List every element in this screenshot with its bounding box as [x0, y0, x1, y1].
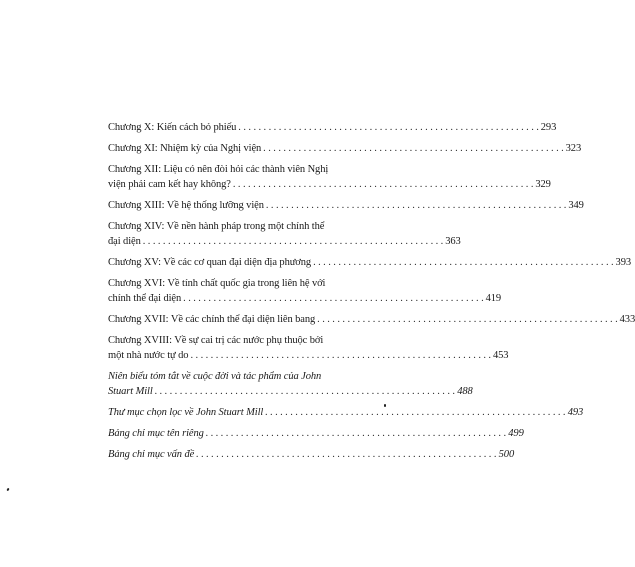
toc-entry [108, 426, 524, 441]
toc-entry-page: 499 [508, 428, 524, 439]
dot-leader [233, 177, 533, 192]
toc-entry-title: Chương XVII: Về các chính thể đại diện liên bang [108, 314, 316, 325]
toc-entry [108, 255, 631, 270]
toc-entry-page: 363 [445, 236, 461, 247]
toc-entry-title-line: viện phải cam kết hay không? [108, 179, 231, 190]
toc-entry-page: 323 [565, 143, 582, 154]
toc-entry-page: 453 [492, 350, 509, 361]
toc-entry [108, 219, 461, 249]
toc-entry [108, 276, 502, 306]
toc-entry-title: Chương XV: Về các cơ quan đại diện địa phương [108, 257, 312, 268]
toc-entry [108, 369, 473, 399]
toc-entry-page: 293 [540, 122, 557, 133]
toc-entry-title: Bảng chỉ mục vấn đề [108, 449, 195, 460]
dot-leader [196, 447, 496, 462]
dot-leader [190, 348, 490, 363]
toc-entry-title-line: Stuart Mill [108, 386, 153, 397]
dot-leader [313, 255, 613, 270]
dot-leader [317, 312, 617, 327]
toc-entry-page: 433 [619, 314, 635, 325]
toc-entry-page: 500 [498, 449, 515, 460]
dot-leader [263, 141, 563, 156]
toc-entry-title-line: Niên biểu tóm tắt về cuộc đời và tác phẩm của John [108, 371, 322, 382]
toc-entry [108, 405, 584, 420]
scan-speck [6, 488, 9, 492]
toc-entry-title-line: Chương XII: Liệu có nên đòi hỏi các thành viên Nghị [108, 164, 329, 175]
toc-entry-title: Bảng chỉ mục tên riêng [108, 428, 204, 439]
toc-entry-page: 329 [535, 179, 551, 190]
toc-entry-title-line: một nhà nước tự do [108, 350, 189, 361]
toc-entry-page: 488 [457, 386, 473, 397]
toc-entry-title: Chương XI: Nhiệm kỳ của Nghị viện [108, 143, 262, 154]
dot-leader [238, 120, 538, 135]
toc-entry [108, 198, 584, 213]
dot-leader [266, 198, 566, 213]
dot-leader [155, 384, 455, 399]
toc-entry-page: 393 [615, 257, 631, 268]
dot-leader [143, 234, 443, 249]
toc-entry-page: 349 [568, 200, 584, 211]
dot-leader [265, 405, 565, 420]
dot-leader [206, 426, 506, 441]
toc-entry [108, 312, 635, 327]
toc-entry [108, 333, 509, 363]
toc-entry [108, 120, 557, 135]
toc-entry-page: 493 [567, 407, 584, 418]
toc-entry-title-line: đại diện [108, 236, 141, 247]
dot-leader [183, 291, 483, 306]
toc-entry-title: Chương XIII: Về hệ thống lưỡng viện [108, 200, 264, 211]
toc-entry-title-line: Chương XIV: Về nền hành pháp trong một chính thể [108, 221, 325, 232]
toc-entry-page: 419 [485, 293, 502, 304]
toc-entry [108, 447, 515, 462]
toc-entry-title-line: chính thể đại diện [108, 293, 182, 304]
toc-entry [108, 162, 551, 192]
toc-entry-title-line: Chương XVI: Về tính chất quốc gia trong liên hệ với [108, 278, 326, 289]
scan-speck [384, 404, 386, 407]
toc-entry [108, 141, 582, 156]
toc-entry-title: Thư mục chọn lọc về John Stuart Mill [108, 407, 264, 418]
toc-entry-title: Chương X: Kiến cách bỏ phiếu [108, 122, 237, 133]
toc-entry-title-line: Chương XVIII: Về sự cai trị các nước phụ thuộc bởi [108, 335, 324, 346]
table-of-contents [108, 120, 635, 468]
